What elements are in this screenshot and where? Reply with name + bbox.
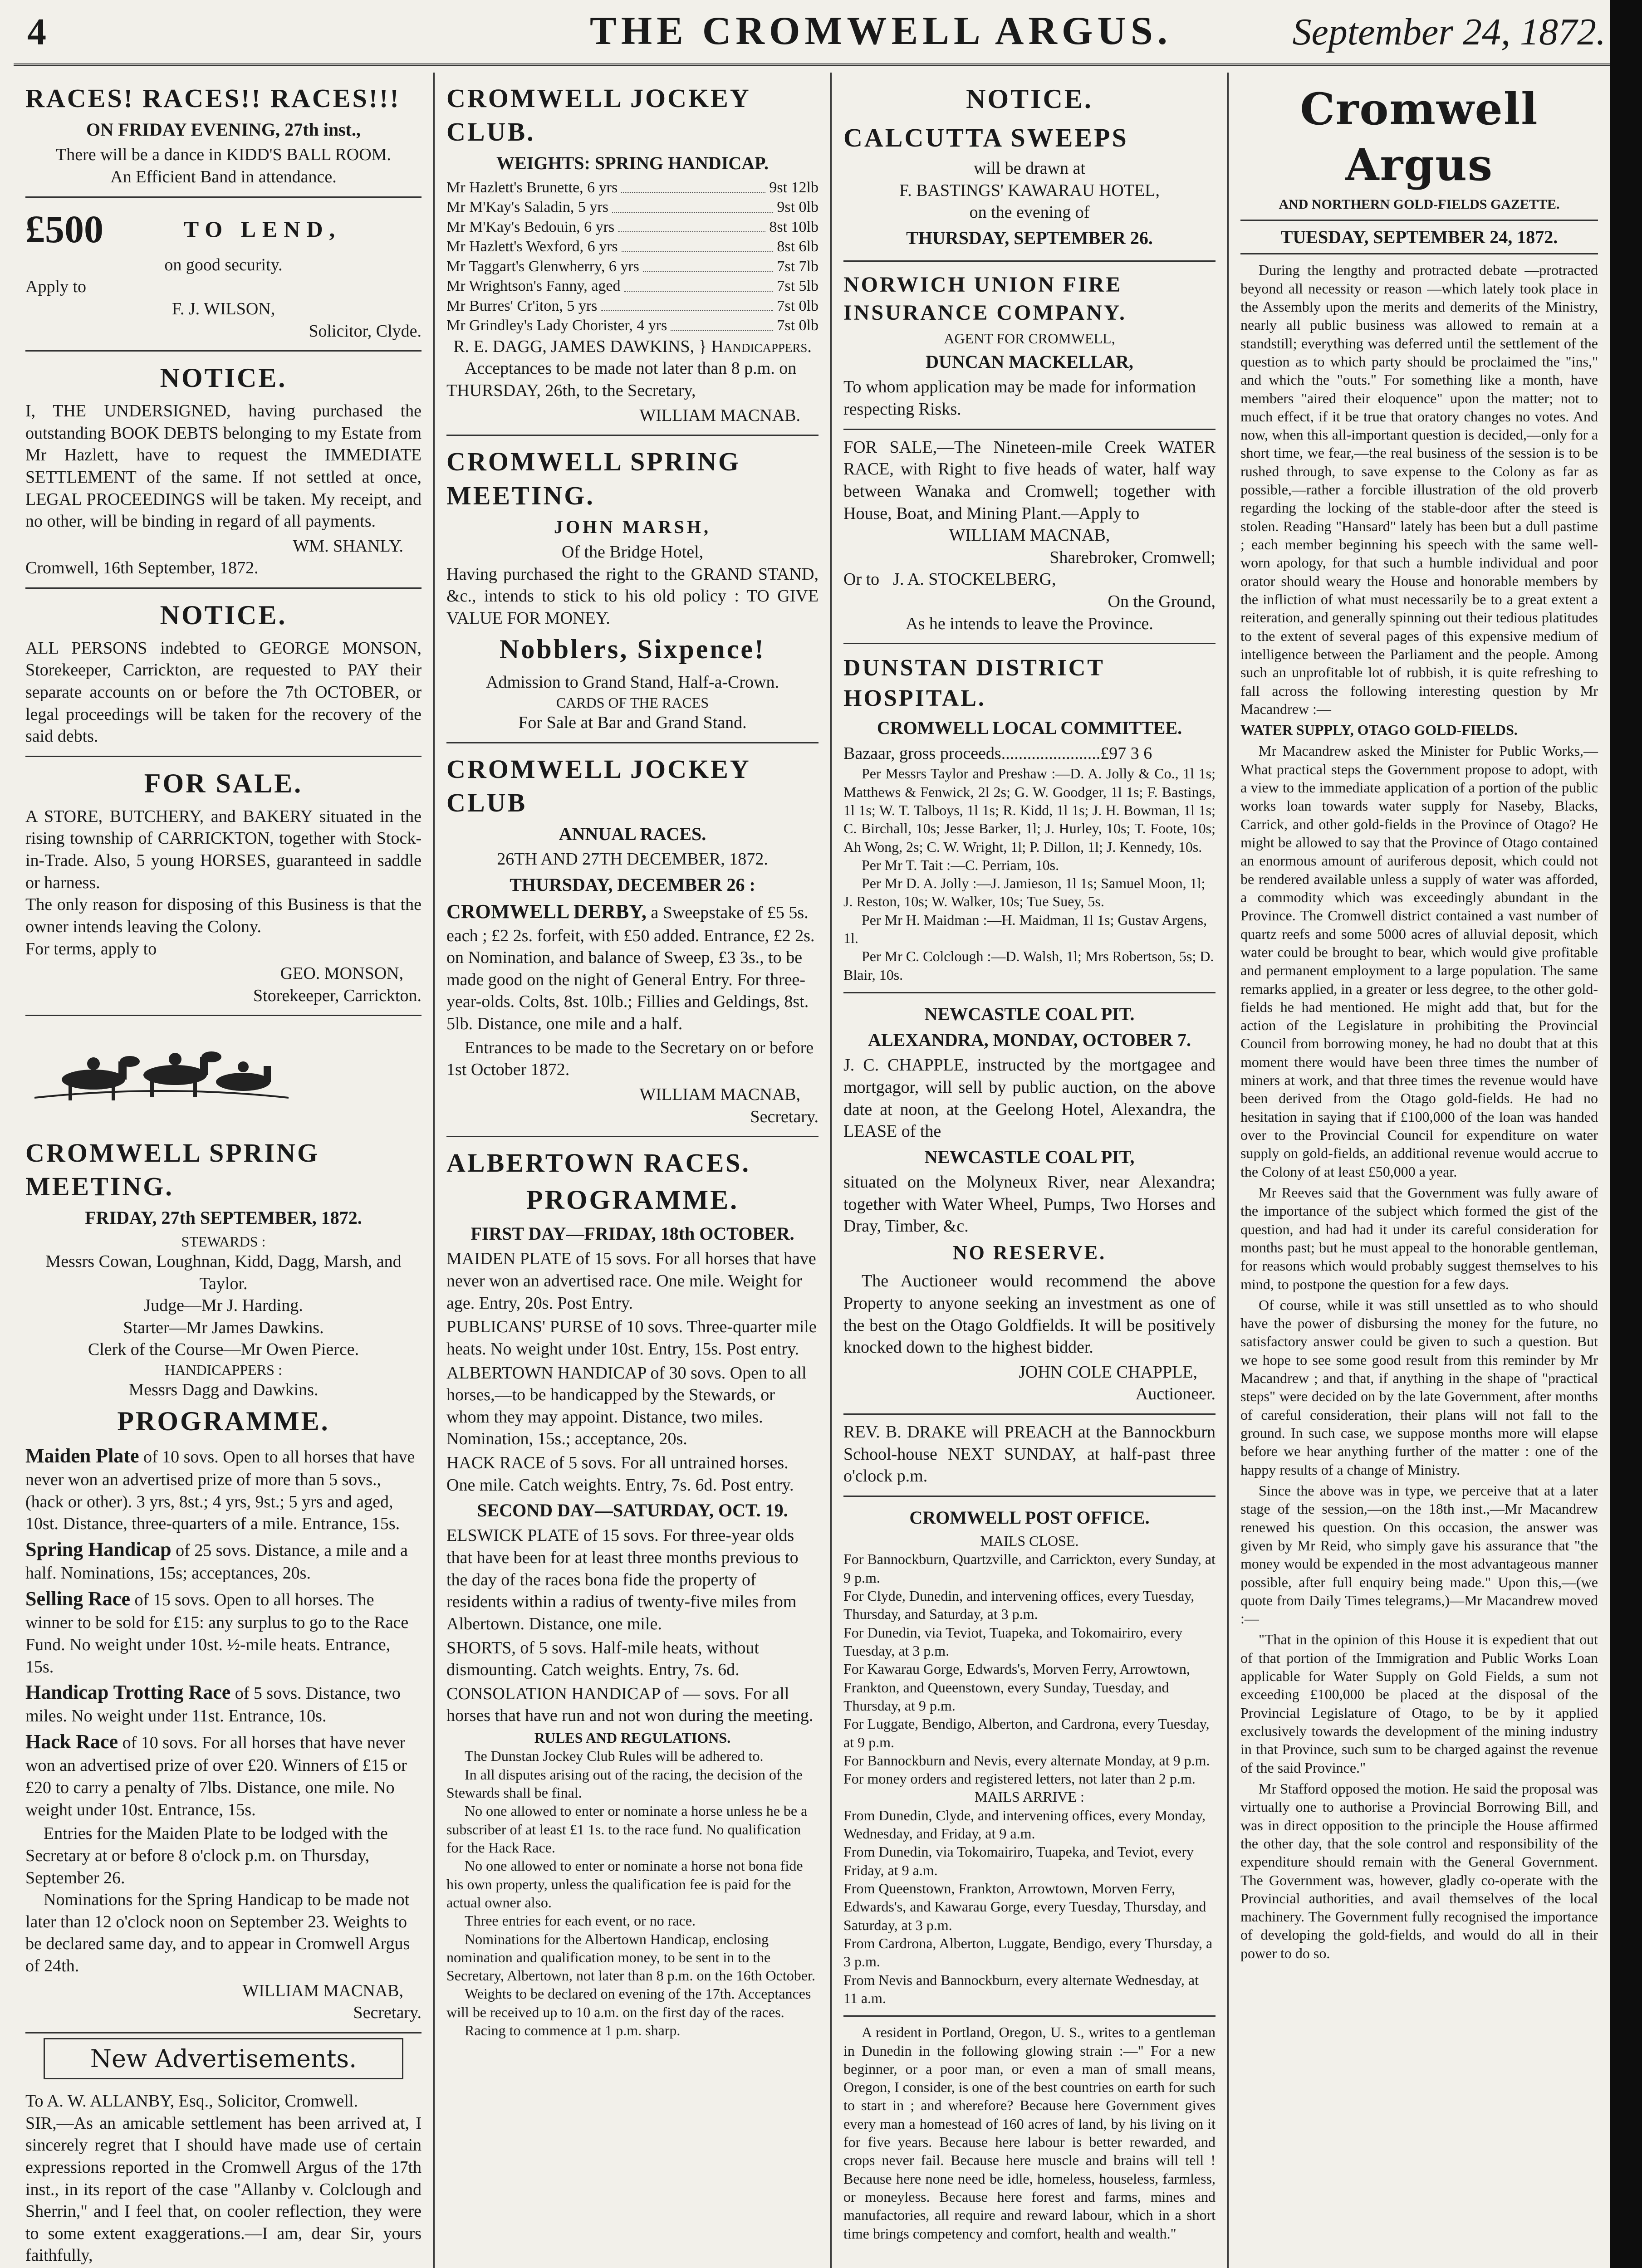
editorial-subhead: WATER SUPPLY, OTAGO GOLD-FIELDS. — [1240, 722, 1518, 738]
column-2 — [435, 73, 830, 2268]
albertown-day2: SECOND DAY—SATURDAY, OCT. 19. — [477, 1500, 788, 1521]
editorial-paragraph: "That in the opinion of this House it is expedient that out of that portion of the Immigration and Public Works Loan applicable for Water Supply on Gold Fields, a sum not exceeding £100,000 be placed at the disposal of the Provincial Legislature of Otago, to be by it applied exclusively towards the development of the mining industry in that Province, such sum to be charged against the revenue of the said Province." — [1240, 1631, 1598, 1776]
nobblers-line: Nobblers, Sixpence! — [500, 634, 765, 665]
notice-body: ALL PERSONS indebted to GEORGE MONSON, Storekeeper, Carrickton, are requested to PAY their separate accounts on or before the 7th OCTOBER, or legal proceedings will be taken for the recovery of the said debts. — [25, 638, 422, 746]
rule: The Dunstan Jockey Club Rules will be adhered to. — [465, 1748, 764, 1765]
calcutta-notice: NOTICE. — [966, 84, 1093, 114]
editorial-dateline: TUESDAY, SEPTEMBER 24, 1872. — [1240, 220, 1598, 254]
weight-row — [446, 276, 819, 296]
mail-line: For Bannockburn and Nevis, every alternate Monday, at 9 p.m. — [843, 1752, 1210, 1769]
jockey-club-weights — [446, 73, 819, 436]
coal-sub: ALEXANDRA, MONDAY, OCTOBER 7. — [868, 1030, 1191, 1051]
hospital-heading: DUNSTAN DISTRICT HOSPITAL. — [843, 655, 1104, 711]
cards-heading: CARDS OF THE RACES — [556, 694, 709, 711]
column-1 — [14, 73, 433, 2268]
mail-line: From Nevis and Bannockburn, every alternate Wednesday, at 11 a.m. — [843, 1971, 1199, 2006]
programme-heading: PROGRAMME. — [117, 1406, 330, 1437]
albertown-event: CONSOLATION HANDICAP of — sovs. For all horses that have run and not won during the meeting. — [446, 1684, 814, 1725]
derby-name: CROMWELL DERBY, — [446, 900, 647, 923]
handicappers-line: R. E. DAGG, JAMES DAWKINS, } Handicappers. — [453, 337, 812, 356]
horse-name: Mr Hazlett's Brunette, 6 yrs — [446, 179, 618, 196]
norwich-heading: NORWICH UNION FIRE INSURANCE COMPANY. — [843, 273, 1127, 325]
marsh-name: JOHN MARSH, — [554, 516, 711, 537]
weight-row — [446, 197, 819, 217]
issue-date: September 24, 1872. — [1292, 11, 1606, 53]
editorial-body — [1240, 261, 1598, 1962]
drake-sermon-ad — [843, 1415, 1216, 1497]
for-sale-heading: FOR SALE. — [144, 768, 303, 798]
annual-dates: 26TH AND 27TH DECEMBER, 1872. — [497, 850, 768, 869]
horse-weight: 9st 12lb — [769, 179, 819, 196]
rules-heading: RULES AND REGULATIONS. — [534, 1730, 731, 1746]
lend-role: Solicitor, Clyde. — [309, 321, 422, 341]
horse-weight: 7st 0lb — [777, 297, 819, 314]
acceptances-note: Acceptances to be made not later than 8 p.m. on THURSDAY, 26th, to the Secretary, — [446, 359, 797, 401]
mail-line: For Kawarau Gorge, Edwards's, Morven Ferry, Arrowtown, Frankton, and Queenstown, every Sunday, Tuesday, and Thursday, at 9 p.m. — [843, 1661, 1190, 1714]
coal-body: The Auctioneer would recommend the above Property to anyone seeking an investment as one of the best on the Otago Goldfields. It will be positively knocked down to the highest bidder. — [843, 1271, 1216, 1357]
rule: Weights to be declared on evening of the 17th. Acceptances will be received up to 10 a.m. on the first day of the races. — [446, 1985, 811, 2020]
norwich-union-ad — [843, 262, 1216, 430]
lend-amount: £500 — [25, 207, 103, 251]
mail-line: For Bannockburn, Quartzville, and Carrickton, every Sunday, at 9 p.m. — [843, 1551, 1216, 1586]
horse-weight: 7st 5lb — [777, 278, 819, 295]
editorial-paragraph: Since the above was in type, we perceive that at a later stage of the session,—on the 18th inst.,—Mr Macandrew renewed his question. On this occasion, the answer was given by Mr Reid, who simply gave his assurance that "the money would be expended in the most advantageous manner possible, after full enquiry being made." Upon this,—(we quote from Daily Times telegrams,)—Mr Macandrew moved :— — [1240, 1482, 1598, 1627]
horse-name: Mr Taggart's Glenwherry, 6 yrs — [446, 258, 639, 275]
scan-edge — [1610, 0, 1642, 2268]
event-text: of 5 sovs. Distance, two miles. No weight under 11st. Entrance, 10s. — [25, 1684, 401, 1726]
coal-role: Auctioneer. — [1135, 1384, 1216, 1404]
lend-apply: Apply to — [25, 277, 87, 297]
post-heading: CROMWELL POST OFFICE. — [909, 1507, 1150, 1528]
weight-row — [446, 178, 819, 198]
annual-heading: CROMWELL JOCKEY CLUB — [446, 754, 750, 818]
albertown-event: ELSWICK PLATE of 15 sovs. For three-year olds that have been for at least three months previous to the day of the races bona fide the property of residents within a radius of twenty-five miles from Albertown. Distance, one mile. — [446, 1526, 799, 1633]
weight-row — [446, 257, 819, 277]
lend-name: F. J. WILSON, — [172, 299, 275, 318]
rule: No one allowed to enter or nominate a horse not bona fide his own property, unless the qualification fee is paid for the actual owner also. — [446, 1857, 803, 1911]
subscription-list: Per Mr T. Tait :—C. Perriam, 10s. — [862, 856, 1059, 873]
mail-line: For money orders and registered letters, not later than 2 p.m. — [843, 1770, 1196, 1787]
calcutta-sweeps-ad — [843, 73, 1216, 262]
notice-heading: NOTICE. — [160, 600, 287, 631]
calcutta-line: will be drawn at — [974, 159, 1085, 178]
water-role: Sharebroker, Cromwell; — [1049, 547, 1216, 567]
albertown-event: ALBERTOWN HANDICAP of 30 sovs. Open to all horses,—to be handicapped by the Stewards, or whom they may appoint. Distance, two miles. Nomination, 15s.; acceptance, 20s. — [446, 1363, 807, 1449]
newspaper-title: THE CROMWELL ARGUS. — [590, 9, 1172, 53]
horse-name: Mr Hazlett's Wexford, 6 yrs — [446, 238, 618, 255]
editorial-paragraph: Mr Macandrew asked the Minister for Public Works,—What practical steps the Government propose to adopt, with a view to the immediate application of a portion of the public works loan towards water supply for Naseby, Blacks, Carrick, and other gold-fields in the Province of Otago? He might be allowed to say that the Province of Otago contained an enormous amount of auriferous deposit, which could not be rendered available unless a supply of water was afforded, a commodity which was exceedingly abundant in the Province. The Cromwell district contained a vast number of quartz reefs and some 5000 acres of alluvial deposit, which water could be brought to bear, which would give profitable and permanent employment to a large population. The same remarks applied, in a greater or less degree, to the other gold-fields he had mentioned. He might add that, but for the action of the Legislature in prohibiting the Provincial Council from borrowing money, he had no doubt that at this moment there would have been three times the number of miners at work, and that three times the revenue would have been derived from the Otago gold-fields. He had no hesitation in saying that if £100,000 of the loan was handed over to the Provincial Council for expenditure on water supply on gold-fields, an additional revenue would accrue to the Colony of at least £50,000 a year. — [1240, 743, 1598, 1180]
starter: Starter—Mr James Dawkins. — [123, 1318, 324, 1337]
horse-name: Mr Wrightson's Fanny, aged — [446, 278, 621, 295]
water-name: WILLIAM MACNAB, — [949, 526, 1110, 545]
event-name: Hack Race — [25, 1730, 118, 1753]
annual-races-ad — [446, 743, 819, 1137]
nameplate: Cromwell Argus — [1300, 83, 1539, 191]
calcutta-title: CALCUTTA SWEEPS — [843, 122, 1128, 152]
nominations-note: Nominations for the Spring Handicap to be made not later than 12 o'clock noon on September 23. Weights to be declared same day, and to appear in Cromwell Argus of 24th. — [25, 1890, 410, 1976]
page-number: 4 — [27, 11, 46, 53]
colclough-letter — [25, 2084, 422, 2268]
hospital-sub: CROMWELL LOCAL COMMITTEE. — [877, 718, 1182, 738]
notice-shanly — [25, 352, 422, 589]
mail-line: From Dunedin, via Tokomairiro, Tuapeka, and Teviot, every Friday, at 9 a.m. — [843, 1843, 1194, 1878]
albertown-event: MAIDEN PLATE of 15 sovs. For all horses that have never won an advertised race. One mile. Weight for age. Entry, 20s. Post Entry. — [446, 1249, 816, 1313]
water-race-ad — [843, 430, 1216, 645]
races-line: There will be a dance in KIDD'S BALL ROOM. — [56, 145, 391, 165]
subscription-list: Per Mr C. Colclough :—D. Walsh, 1l; Mrs Robertson, 5s; D. Blair, 10s. — [843, 948, 1214, 983]
judge: Judge—Mr J. Harding. — [144, 1296, 303, 1315]
water-name: J. A. STOCKELBERG, — [893, 570, 1056, 589]
handicappers-heading: HANDICAPPERS : — [165, 1362, 282, 1378]
stewards-list: Messrs Cowan, Loughnan, Kidd, Dagg, Marsh, and Taylor. — [45, 1251, 402, 1293]
mails-arrive-heading: MAILS ARRIVE : — [975, 1789, 1084, 1805]
new-advertisements-banner: New Advertisements. — [44, 2038, 403, 2079]
stewards-heading: STEWARDS : — [181, 1233, 266, 1250]
editorial-paragraph: During the lengthy and protracted debate —protracted beyond all necessity or reason —which lately took place in the Assembly upon the merits and demerits of the Ministry, nearly all public business was allowed to remain at a standstill; everything was deferred until the settlement of the question as to which party should be proclaimed the "ins," and which the "outs." For something like a month, have members "aired their eloquence" upon the matter; not to much effect, if it be true that oratory changes no votes. And now, when this all-important question is decided,—only for a short time, we fear,—the real business of the session is to be rushed through, to save expense to the Colony as far as possible,—rather a forcible illustration of the old proverb regarding the locking of the stable-door after the steed is stolen. Reading "Hansard" lately has been but a dull pastime ; each member beginning his speech with the same well-worn apology, for that such a humble individual and poor orator should weary the House and honorable members by the infliction of what must necessarily be to a great extent a reiteration, and generally spinning out their tedious platitudes to the extent of several pages of this expensive medium of intelligence between the Parliament and the people. Among such an unprofitable lot of rubbish, it is quite refreshing to fall across the following interesting question by Mr Macandrew :— — [1240, 262, 1598, 717]
editorial-paragraph: Of course, while it was still unsettled as to who should have the power of disbursing the money for the future, no satisfactory answer could be given to such a question. But we hope to see some good result from this reminder by Mr Macandrew ; and that, if anything in the shape of "practical steps" were decided on by the late Government, after months of careful consideration, their plans will not fall to the ground. In such case, we suppose months more will elapse before we hear anything further of the matter : one of the happy results of a change of Ministry. — [1240, 1296, 1598, 1478]
notice-monson — [25, 589, 422, 757]
lend-ad — [25, 198, 422, 352]
norwich-agent: AGENT FOR CROMWELL, — [944, 330, 1115, 347]
horse-name: Mr Grindley's Lady Chorister, 4 yrs — [446, 317, 667, 334]
mail-line: From Dunedin, Clyde, and intervening offices, every Monday, Wednesday, and Friday, at 9 a.m. — [843, 1807, 1206, 1842]
marsh-heading: CROMWELL SPRING MEETING. — [446, 447, 741, 510]
cards-line: For Sale at Bar and Grand Stand. — [518, 713, 747, 733]
mail-line: From Cardrona, Alberton, Luggate, Bendigo, every Thursday, a 3 p.m. — [843, 1935, 1213, 1970]
annual-sub: ANNUAL RACES. — [559, 824, 706, 845]
marsh-hotel: Of the Bridge Hotel, — [561, 542, 704, 562]
notice-date: Cromwell, 16th September, 1872. — [25, 558, 259, 578]
rule: Nominations for the Albertown Handicap, enclosing nomination and qualification money, to be sent in to the Secretary, Albertown, not later than 8 p.m. on the 16th October. — [446, 1931, 815, 1984]
post-office-ad — [843, 1497, 1216, 2017]
rule: No one allowed to enter or nominate a horse unless he be a subscriber of at least £1 1s. to the race fund. No qualification for the Hack Race. — [446, 1803, 808, 1856]
races-heading: RACES! RACES!! RACES!!! — [25, 83, 401, 113]
horse-weight: 8st 10lb — [769, 218, 819, 235]
coal-body: situated on the Molyneux River, near Alexandra; together with Water Wheel, Pumps, Two Horses and Dray, Timber, &c. — [843, 1173, 1216, 1236]
lend-line: on good security. — [164, 255, 283, 274]
horse-weight: 8st 6lb — [777, 238, 819, 255]
racehorses-illustration — [25, 1030, 298, 1120]
portland-item — [843, 2017, 1216, 2251]
races-ad — [25, 73, 422, 198]
albertown-event: SHORTS, of 5 sovs. Half-mile heats, without dismounting. Catch weights. Entry, 7s. 6d. — [446, 1638, 760, 1680]
coal-heading: NEWCASTLE COAL PIT. — [924, 1004, 1135, 1024]
notice-body: I, THE UNDERSIGNED, having purchased the outstanding BOOK DEBTS belonging to my Estate from Mr Hazlett, have to request the IMMEDIATE SETTLEMENT of the same. If not settled at once, LEGAL PROCEEDINGS will be taken. My receipt, and no other, will be binding in regard of all payments. — [25, 401, 422, 531]
event-name: Maiden Plate — [25, 1444, 139, 1467]
albertown-programme: PROGRAMME. — [526, 1185, 739, 1215]
column-4 — [1229, 73, 1610, 2268]
notice-heading: NOTICE. — [160, 363, 287, 393]
mail-line: For Luggate, Bendigo, Alberton, and Cardrona, every Tuesday, at 9 p.m. — [843, 1716, 1210, 1750]
water-race-body: FOR SALE,—The Nineteen-mile Creek WATER RACE, with Right to five heads of water, half way between Wanaka and Cromwell; together with House, Boat, and Mining Plant.—Apply to — [843, 437, 1216, 523]
calcutta-line: F. BASTINGS' KAWARAU HOTEL, — [899, 181, 1160, 200]
subscription-list: Per Mr H. Maidman :—H. Maidman, 1l 1s; Gustav Argens, 1l. — [843, 911, 1207, 947]
masthead-rule — [14, 64, 1628, 66]
derby-text: a Sweepstake of £5 5s. each ; £2 2s. forfeit, with £50 added. Entrance, £2 2s. on Nomination, and balance of Sweep, £3 3s., to be made good on the night of General Entry. For three-year-olds. Colts, 8st. 10lb.; Fillies and Geldings, 8st. 5lb. Distance, one mile and a half. — [446, 903, 815, 1034]
for-sale-role: Storekeeper, Carrickton. — [253, 986, 422, 1005]
no-reserve: NO RESERVE. — [952, 1241, 1107, 1264]
mail-line: For Clyde, Dunedin, and intervening offices, every Tuesday, Thursday, and Saturday, at 3 p.m. — [843, 1588, 1195, 1623]
letter-body: SIR,—As an amicable settlement has been arrived at, I sincerely regret that I should have made use of certain expressions reported in the Cromwell Argus of the 17th inst., in its report of the case "Allanby v. Colclough and Sherrin," and I feel that, on cooler reflection, they were to some extent exaggerations.—I am, dear Sir, yours faithfully, — [25, 2113, 422, 2265]
for-sale-terms: For terms, apply to — [25, 939, 157, 958]
for-sale-ad — [25, 757, 422, 1016]
norwich-body: To whom application may be made for information respecting Risks. — [843, 377, 1196, 419]
for-sale-name: GEO. MONSON, — [280, 964, 403, 983]
albertown-races-ad — [446, 1137, 819, 2048]
coal-body: J. C. CHAPPLE, instructed by the mortgagee and mortgagor, will sell by public auction, on the above date at noon, at the Geelong Hotel, Alexandra, the LEASE of the — [843, 1056, 1216, 1141]
marsh-body: Having purchased the right to the GRAND STAND, &c., intends to stick to his old policy : TO GIVE VALUE FOR MONEY. — [446, 564, 819, 628]
rule: Three entries for each event, or no race. — [465, 1912, 696, 1929]
mail-line: From Queenstown, Frankton, Arrowtown, Morven Ferry, Edwards's, and Kawarau Gorge, every Tuesday, Thursday, and Saturday, at 3 p.m. — [843, 1880, 1206, 1933]
albertown-event: HACK RACE of 5 sovs. For all untrained horses. One mile. Catch weights. Entry, 7s. 6d. Post entry. — [446, 1453, 794, 1495]
admission-line: Admission to Grand Stand, Half-a-Crown. — [486, 673, 779, 692]
races-line: ON FRIDAY EVENING, 27th inst., — [86, 119, 361, 140]
subscription-list: Per Messrs Taylor and Preshaw :—D. A. Jolly & Co., 1l 1s; Matthews & Fenwick, 2l 2s; G. W. Goodger, 1l 1s; F. Bastings, 1l 1s; W. T. Talboys, 1l 1s; R. Kidd, 1l 1s; J. H. Bowman, 1l 1s; C. Birchall, 10s; Jesse Barker, 1l; J. Hurley, 10s; T. Foote, 10s; Ah Wong, 2s; C. W. Wright, 1l; P. Dillon, 1l; J. Kennedy, 10s. — [843, 765, 1216, 855]
event-text: of 25 sovs. Distance, a mile and a half. Nominations, 15s; acceptances, 20s. — [25, 1541, 408, 1583]
weight-row — [446, 217, 819, 237]
event-text: of 10 sovs. Open to all horses that have never won an advertised prize of more than 5 sovs., (hack or other). 3 yrs, 8st.; 4 yrs, 9st.; 5 yrs and aged, 10st. Distance, three-quarters of a mile. Entrance, 15s. — [25, 1447, 415, 1534]
event-name: Spring Handicap — [25, 1538, 172, 1561]
event-text: of 15 sovs. Open to all horses. The winner to be sold for £15: any surplus to go to the Race Fund. No weight under 10st. ½-mile heats. Entrance, 15s. — [25, 1590, 409, 1677]
coal-pit-ad — [843, 993, 1216, 1415]
subscription-list: Per Mr D. A. Jolly :—J. Jamieson, 1l 1s; Samuel Moon, 1l; J. Reston, 10s; W. Walker, 10s; Tue Suey, 5s. — [843, 875, 1206, 910]
horse-name: Mr M'Kay's Saladin, 5 yrs — [446, 199, 608, 216]
notice-signature: WM. SHANLY. — [293, 536, 403, 556]
horse-name: Mr Burres' Cr'iton, 5 yrs — [446, 297, 598, 314]
mail-line: For Dunedin, via Teviot, Tuapeka, and Tokomairiro, every Tuesday, at 3 p.m. — [843, 1624, 1183, 1659]
entrances-note: Entrances to be made to the Secretary on or before 1st October 1872. — [446, 1038, 814, 1080]
horse-weight: 9st 0lb — [777, 199, 819, 216]
annual-day: THURSDAY, DECEMBER 26 : — [510, 875, 755, 895]
weight-row — [446, 296, 819, 316]
jockey-club-heading: CROMWELL JOCKEY CLUB. — [446, 83, 750, 147]
calcutta-line: on the evening of — [969, 203, 1090, 222]
spring-meeting-date: FRIDAY, 27th SEPTEMBER, 1872. — [85, 1207, 362, 1228]
rule: Racing to commence at 1 p.m. sharp. — [465, 2022, 681, 2039]
water-or: Or to — [843, 570, 880, 589]
editorial-paragraph: Mr Stafford opposed the motion. He said the proposal was virtually one to authorise a Provincial Borrowing Bill, and was in direct opposition to the principle the House affirmed the other day, that the sole control and responsibility of the expenditure should remain with the General Government. The Government was, however, gladly co-operate with the Provincial authorities, and avail themselves of the local machinery. The Government fully recognised the importance of developing the gold-fields, and would do all in their power to do so. — [1240, 1780, 1598, 1961]
rule: In all disputes arising out of the racing, the decision of the Stewards shall be final. — [446, 1766, 803, 1801]
portland-body: A resident in Portland, Oregon, U. S., writes to a gentleman in Dunedin in the following glowing strain :—" For a new beginner, or a poor man, or even a man of small means, Oregon, I consider, is one of the best countries on earth for such to start in ; and wherefore? Because here Government gives every man a homestead of 160 acres of land, by his living on it for five years. Because here labour is better rewarded, and crops never fail. Because here muscle and brains will tell ! Because here none need be idle, homeless, houseless, farmless, or moneyless. Because here forest and farms, mines and manufactories, all require and reward labour, which in a short time brings competency and comfort, health and wealth." — [843, 2024, 1216, 2242]
horse-weight: 7st 0lb — [777, 317, 819, 334]
entries-note: Entries for the Maiden Plate to be lodged with the Secretary at or before 8 o'clock p.m. on Thursday, September 26. — [25, 1824, 388, 1887]
spring-role: Secretary. — [353, 2003, 422, 2023]
albertown-event: PUBLICANS' PURSE of 10 sovs. Three-quarter mile heats. No weight under 10st. Entry, 15s. Post entry. — [446, 1317, 817, 1359]
races-line: An Efficient Band in attendance. — [110, 167, 337, 187]
calcutta-date: THURSDAY, SEPTEMBER 26. — [906, 227, 1153, 248]
lend-heading: TO LEND, — [183, 216, 342, 242]
handicappers: Messrs Dagg and Dawkins. — [128, 1380, 319, 1400]
hospital-ad — [843, 644, 1216, 993]
spring-meeting-ad — [25, 1016, 422, 2033]
clerk: Clerk of the Course—Mr Owen Pierce. — [88, 1340, 359, 1359]
jockey-signature: WILLIAM MACNAB. — [639, 406, 800, 425]
nameplate-tagline: AND NORTHERN GOLD-FIELDS GAZETTE. — [1279, 196, 1560, 212]
editorial-paragraph: Mr Reeves said that the Government was fully aware of the importance of the subject which formed the gist of the question, and had had it under its careful consideration for months past; but he must appeal to the honorable gentleman, for reasons which would probably suggest themselves to his mind, to postpone the question for a few days. — [1240, 1184, 1598, 1292]
coal-signature: JOHN COLE CHAPPLE, — [1019, 1362, 1197, 1382]
albertown-heading: ALBERTOWN RACES. — [446, 1148, 751, 1178]
event-name: Handicap Trotting Race — [25, 1681, 231, 1704]
annual-role: Secretary. — [750, 1107, 819, 1126]
for-sale-body: A STORE, BUTCHERY, and BAKERY situated in the rising township of CARRICKTON, together with Stock-in-Trade. Also, 5 young HORSES, guaranteed in saddle or harness. — [25, 807, 422, 892]
marsh-grandstand-ad — [446, 436, 819, 743]
horse-weight: 7st 7lb — [777, 258, 819, 275]
bazaar-line: Bazaar, gross proceeds.......................£97 3 6 — [843, 743, 1152, 763]
weight-row — [446, 316, 819, 336]
water-role: On the Ground, — [1108, 592, 1216, 611]
norwich-name: DUNCAN MACKELLAR, — [926, 352, 1133, 372]
albertown-day1: FIRST DAY—FRIDAY, 18th OCTOBER. — [471, 1223, 794, 1244]
water-leave: As he intends to leave the Province. — [906, 614, 1153, 633]
event-name: Selling Race — [25, 1587, 130, 1610]
drake-body: REV. B. DRAKE will PREACH at the Bannockburn School-house NEXT SUNDAY, at half-past three o'clock p.m. — [843, 1422, 1216, 1486]
annual-signature: WILLIAM MACNAB, — [639, 1085, 800, 1104]
mails-close-heading: MAILS CLOSE. — [980, 1533, 1079, 1549]
for-sale-reason: The only reason for disposing of this Business is that the owner intends leaving the Colony. — [25, 895, 422, 936]
masthead — [0, 0, 1642, 68]
letter-addressee: To A. W. ALLANBY, Esq., Solicitor, Cromwell. — [25, 2092, 358, 2111]
column-3 — [832, 73, 1227, 2268]
weights-subheading: WEIGHTS: SPRING HANDICAP. — [496, 153, 769, 174]
spring-meeting-heading: CROMWELL SPRING MEETING. — [25, 1138, 320, 1202]
spring-signature: WILLIAM MACNAB, — [242, 1981, 403, 2000]
horse-name: Mr M'Kay's Bedouin, 6 yrs — [446, 218, 615, 235]
coal-pit-name: NEWCASTLE COAL PIT, — [924, 1146, 1135, 1167]
event-text: of 10 sovs. For all horses that have never won an advertised prize of over £20. Winners of £15 or £20 to carry a penalty of 7lbs. Distance, one mile. No weight under 10st. Entrance, 15s. — [25, 1733, 407, 1819]
weight-row — [446, 237, 819, 257]
